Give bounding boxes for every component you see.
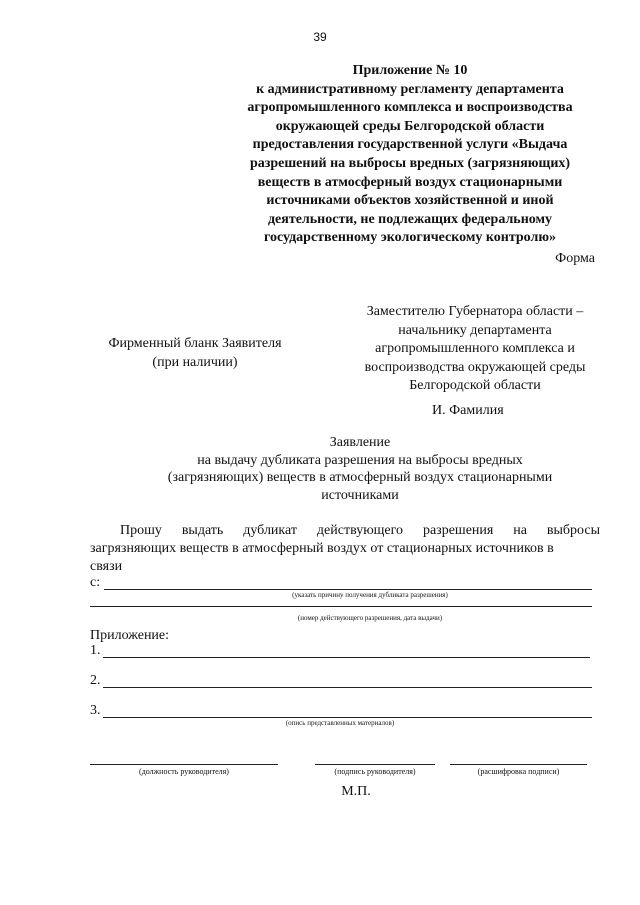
attachment-label: Приложение: bbox=[90, 628, 170, 643]
application-title bbox=[120, 434, 600, 504]
permit-caption: (номер действующего разрешения, дата выдачи) bbox=[297, 614, 443, 622]
attachment-input-line[interactable] bbox=[103, 687, 592, 688]
title-line: на выдачу дубликата разрешения на выбросы вредных bbox=[197, 452, 523, 468]
request-line: связи bbox=[90, 559, 123, 574]
header-line: разрешений на выбросы вредных (загрязняющих) bbox=[249, 155, 571, 171]
attachment-item-number: 3. bbox=[90, 703, 101, 718]
permit-input-line[interactable] bbox=[90, 606, 592, 607]
request-line: Прошу выдать дубликат действующего разрешения на выбросы bbox=[120, 523, 600, 538]
signature-line[interactable] bbox=[315, 764, 435, 765]
appendix-header bbox=[190, 62, 630, 248]
attachment-item-number: 1. bbox=[90, 643, 101, 658]
attachment-input-line[interactable] bbox=[103, 717, 592, 718]
addressee-line: начальнику департамента bbox=[398, 322, 552, 338]
attachment-input-line[interactable] bbox=[103, 657, 590, 658]
addressee-line: Белгородской области bbox=[409, 378, 541, 393]
signature-caption: (подпись руководителя) bbox=[334, 767, 416, 776]
header-line: государственному экологическому контролю» bbox=[263, 230, 557, 246]
letterhead-line: Фирменный бланк Заявителя bbox=[108, 336, 282, 351]
attachment-caption: (опись представленных материалов) bbox=[285, 719, 395, 727]
title-line: Заявление bbox=[329, 435, 391, 450]
request-line: загрязняющих веществ в атмосферный воздух от стационарных источников в bbox=[90, 541, 554, 556]
reason-input-line[interactable] bbox=[104, 589, 592, 590]
header-line: предоставления государственной услуги «Выдача bbox=[252, 137, 568, 153]
attachment-item-number: 2. bbox=[90, 673, 101, 688]
appendix-title: Приложение № 10 bbox=[352, 63, 468, 78]
reason-caption: (указать причину получения дубликата разрешения) bbox=[292, 591, 448, 599]
addressee-block bbox=[340, 303, 610, 396]
stamp-placeholder: М.П. bbox=[341, 784, 371, 799]
decoding-signature-line[interactable] bbox=[450, 764, 587, 765]
position-signature-line[interactable] bbox=[90, 764, 278, 765]
letterhead-block bbox=[80, 335, 310, 372]
reason-label: с: bbox=[90, 575, 101, 590]
addressee-line: воспроизводства окружающей среды bbox=[364, 359, 586, 375]
decoding-caption: (расшифровка подписи) bbox=[477, 767, 560, 776]
form-label: Форма bbox=[555, 251, 595, 266]
header-line: агропромышленного комплекса и воспроизводства bbox=[247, 100, 573, 116]
header-line: к административному регламенту департамента bbox=[256, 81, 564, 97]
position-caption: (должность руководителя) bbox=[139, 767, 229, 776]
header-line: источниками объектов хозяйственной и иной bbox=[266, 193, 554, 209]
addressee-line: Заместителю Губернатора области – bbox=[366, 304, 584, 319]
header-line: веществ в атмосферный воздух стационарными bbox=[257, 174, 563, 190]
letterhead-line: (при наличии) bbox=[152, 354, 238, 370]
header-line: деятельности, не подлежащих федеральному bbox=[267, 211, 553, 227]
title-line: (загрязняющих) веществ в атмосферный воздух стационарными bbox=[167, 470, 553, 485]
addressee-line: агропромышленного комплекса и bbox=[375, 341, 575, 356]
title-line: источниками bbox=[321, 487, 399, 503]
request-paragraph bbox=[90, 522, 600, 576]
header-line: окружающей среды Белгородской области bbox=[275, 118, 545, 134]
page-number: 39 bbox=[313, 30, 327, 44]
addressee-name: И. Фамилия bbox=[432, 403, 504, 418]
